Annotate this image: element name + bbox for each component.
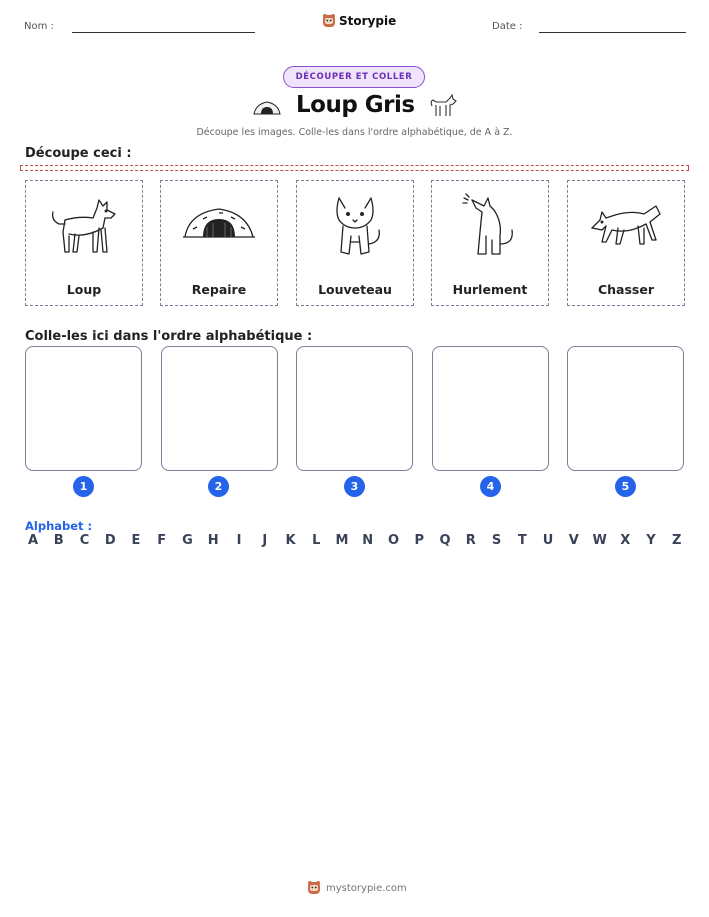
alphabet-letter: A	[27, 533, 39, 548]
alphabet-letter: W	[592, 533, 607, 548]
page-title: Loup Gris	[296, 92, 415, 118]
storypie-mascot-icon	[307, 880, 321, 896]
name-line[interactable]	[72, 32, 255, 33]
alphabet-letter: H	[207, 533, 219, 548]
alphabet-letter: Q	[439, 533, 451, 548]
cut-card-1[interactable]	[25, 180, 143, 306]
den-icon	[181, 199, 257, 255]
alphabet-letter: I	[236, 533, 242, 548]
paste-box-1[interactable]	[25, 346, 142, 471]
order-number: 4	[480, 476, 501, 497]
footer-url[interactable]: mystorypie.com	[326, 882, 407, 894]
storypie-mascot-icon	[322, 13, 336, 29]
instructions: Découpe les images. Colle-les dans l'ordre alphabétique, de A à Z.	[196, 127, 513, 138]
order-number: 2	[208, 476, 229, 497]
order-number: 3	[344, 476, 365, 497]
cut-card-2[interactable]	[160, 180, 278, 306]
brand-logo	[322, 13, 396, 29]
card-label: Loup	[66, 282, 102, 297]
footer	[307, 880, 407, 896]
activity-badge: DÉCOUPER ET COLLER	[283, 66, 425, 88]
name-label: Nom :	[24, 21, 54, 32]
card-label: Louveteau	[318, 282, 392, 297]
paste-heading: Colle-les ici dans l'ordre alphabétique :	[25, 329, 313, 344]
hunting-wolf-icon	[590, 200, 662, 254]
date-label: Date :	[492, 21, 523, 32]
alphabet-heading: Alphabet :	[25, 519, 93, 533]
order-number: 5	[615, 476, 636, 497]
order-number: 1	[73, 476, 94, 497]
alphabet-letter: Y	[646, 533, 656, 548]
alphabet-letter: R	[465, 533, 476, 548]
paste-box-2[interactable]	[161, 346, 278, 471]
alphabet-letter: T	[517, 533, 527, 548]
date-line[interactable]	[539, 32, 686, 33]
howling-wolf-icon	[460, 192, 520, 262]
cut-card-3[interactable]	[296, 180, 414, 306]
alphabet-letter: J	[262, 533, 268, 548]
cut-card-4[interactable]	[431, 180, 549, 306]
alphabet-letter: L	[312, 533, 321, 548]
brand-name: Storypie	[339, 14, 397, 28]
alphabet-letter: G	[182, 533, 193, 548]
wolf-icon	[428, 92, 458, 120]
alphabet-letter: Z	[672, 533, 682, 548]
alphabet-letter: P	[414, 533, 425, 548]
card-label: Chasser	[597, 282, 655, 297]
card-label: Repaire	[191, 282, 247, 297]
alphabet-row	[26, 533, 684, 548]
alphabet-letter: S	[491, 533, 502, 548]
cut-line	[20, 165, 689, 171]
wolf-standing-icon	[49, 194, 119, 260]
alphabet-letter: K	[285, 533, 296, 548]
alphabet-letter: U	[542, 533, 554, 548]
wolf-pup-icon	[325, 192, 385, 262]
paste-box-5[interactable]	[567, 346, 684, 471]
alphabet-letter: F	[157, 533, 167, 548]
alphabet-letter: V	[568, 533, 579, 548]
alphabet-letter: E	[131, 533, 141, 548]
alphabet-letter: O	[387, 533, 400, 548]
paste-box-4[interactable]	[432, 346, 549, 471]
alphabet-letter: B	[53, 533, 64, 548]
den-icon	[252, 98, 282, 116]
alphabet-letter: X	[620, 533, 631, 548]
alphabet-letter: C	[79, 533, 90, 548]
alphabet-letter: D	[104, 533, 116, 548]
paste-box-3[interactable]	[296, 346, 413, 471]
cut-heading: Découpe ceci :	[25, 146, 132, 161]
alphabet-letter: M	[335, 533, 349, 548]
alphabet-letter: N	[362, 533, 374, 548]
cut-card-5[interactable]	[567, 180, 685, 306]
card-label: Hurlement	[452, 282, 528, 297]
